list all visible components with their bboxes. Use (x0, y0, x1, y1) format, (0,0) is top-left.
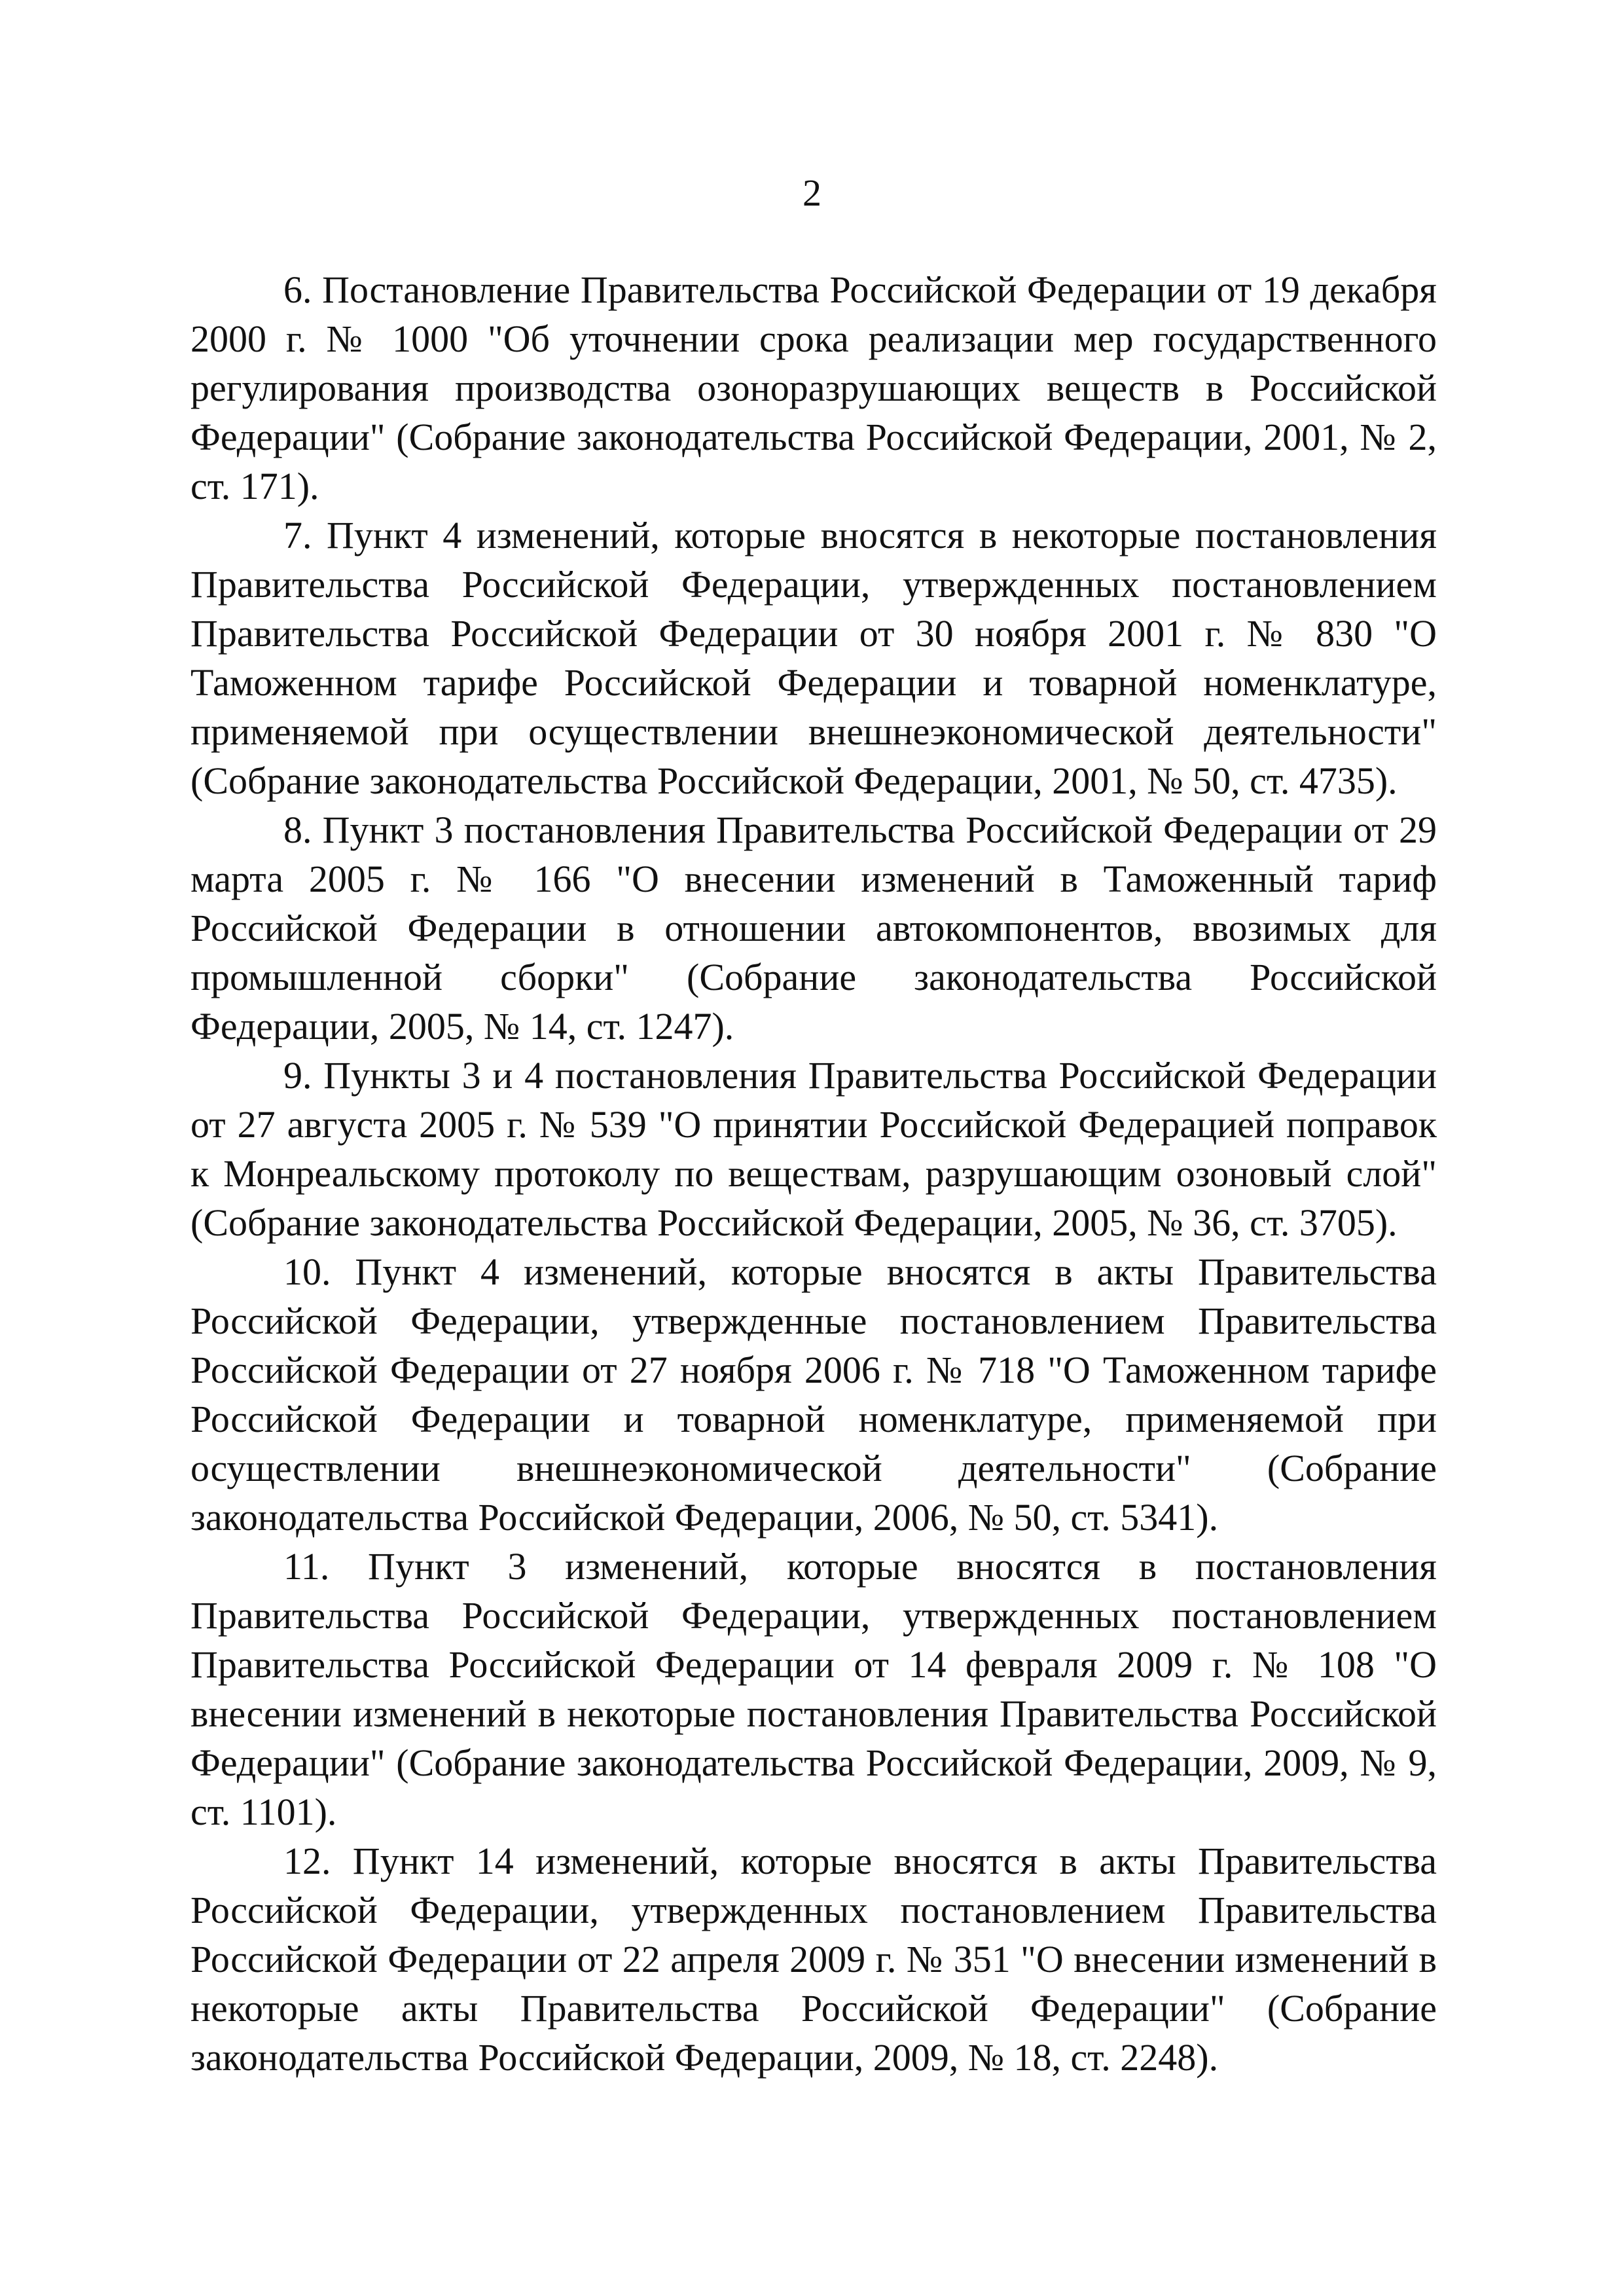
list-item: 10. Пункт 4 изменений, которые вносятся в акты Правительства Российской Федерации, утвержденные постановлением Правительства Российской Федерации от 27 ноября 2006 г. № 718 "О Таможенном тарифе Российской Федерации и товарной номенклатуре, применяемой при осуществлении внешнеэкономической деятельности" (Собрание законодательства Российской Федерации, 2006, № 50, ст. 5341). (190, 1250, 1437, 1539)
list-item: 7. Пункт 4 изменений, которые вносятся в некоторые постановления Правительства Российской Федерации, утвержденных постановлением Правительства Российской Федерации от 30 ноября 2001 г. № 830 "О Таможенном тарифе Российской Федерации и товарной номенклатуре, применяемой при осуществлении внешнеэкономической деятельности" (Собрание законодательства Российской Федерации, 2001, № 50, ст. 4735). (190, 514, 1437, 802)
list-item: 6. Постановление Правительства Российской Федерации от 19 декабря 2000 г. № 1000 "Об уточнении срока реализации мер государственного регулирования производства озоноразрушающих веществ в Российской Федерации" (Собрание законодательства Российской Федерации, 2001, № 2, ст. 171). (190, 268, 1437, 507)
document-body (190, 265, 1437, 2082)
list-item: 8. Пункт 3 постановления Правительства Российской Федерации от 29 марта 2005 г. № 166 "О внесении изменений в Таможенный тариф Российской Федерации в отношении автокомпонентов, ввозимых для промышленной сборки" (Собрание законодательства Российской Федерации, 2005, № 14, ст. 1247). (190, 809, 1437, 1048)
list-item: 12. Пункт 14 изменений, которые вносятся в акты Правительства Российской Федерации, утвержденных постановлением Правительства Российской Федерации от 22 апреля 2009 г. № 351 "О внесении изменений в некоторые акты Правительства Российской Федерации" (Собрание законодательства Российской Федерации, 2009, № 18, ст. 2248). (190, 1840, 1437, 2079)
list-item: 11. Пункт 3 изменений, которые вносятся в постановления Правительства Российской Федерации, утвержденных постановлением Правительства Российской Федерации от 14 февраля 2009 г. № 108 "О внесении изменений в некоторые постановления Правительства Российской Федерации" (Собрание законодательства Российской Федерации, 2009, № 9, ст. 1101). (190, 1545, 1437, 1833)
list-item: 9. Пункты 3 и 4 постановления Правительства Российской Федерации от 27 августа 2005 г. № 539 "О принятии Российской Федерацией поправок к Монреальскому протоколу по веществам, разрушающим озоновый слой" (Собрание законодательства Российской Федерации, 2005, № 36, ст. 3705). (190, 1054, 1437, 1244)
page-number: 2 (803, 172, 821, 214)
